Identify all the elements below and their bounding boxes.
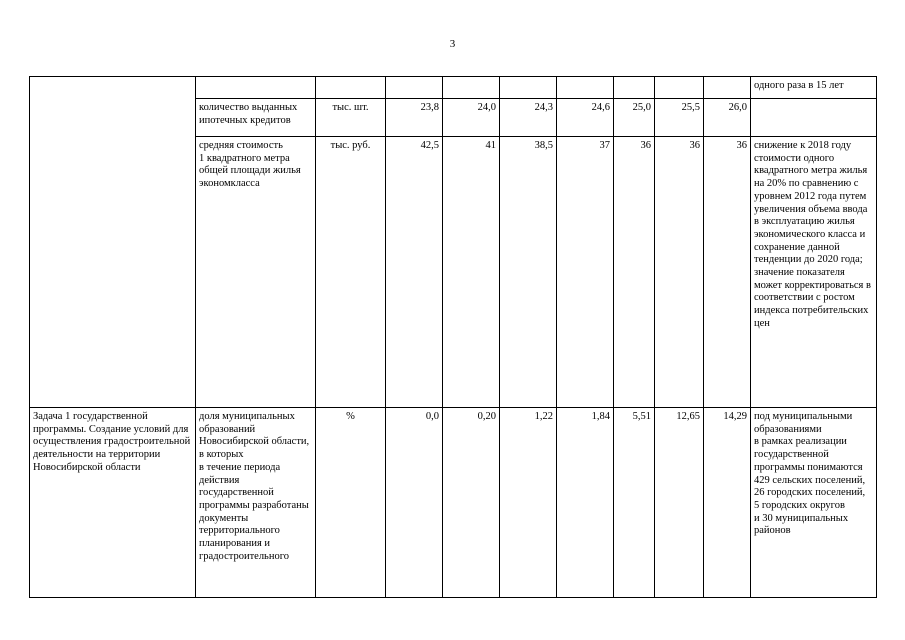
value-cell: 12,65 [655,408,704,598]
unit-cell: тыс. шт. [316,99,386,137]
value-cell: 24,3 [500,99,557,137]
value-cell: 23,8 [386,99,443,137]
indicator-cell: средняя стоимость 1 квадратного метра общей площади жилья экономкласса [196,137,316,408]
value-cell: 25,5 [655,99,704,137]
value-cell: 1,84 [557,408,614,598]
value-cell: 26,0 [704,99,751,137]
note-cell: снижение к 2018 году стоимости одного квадратного метра жилья на 20% по сравнению с уровнем 2012 года путем увеличения объема ввода в эксплуатацию жилья экономического класса и сохранение данной тенденции до 2020 года; значение показателя может корректироваться в соответствии с ростом индекса потребительских цен [751,137,877,408]
task-cell: Задача 1 государственной программы. Создание условий для осуществления градостроительной деятельности на территории Новосибирской области [30,408,196,598]
table-row [30,77,877,99]
note-cell [751,99,877,137]
value-cell: 42,5 [386,137,443,408]
value-cell: 37 [557,137,614,408]
value-cell: 0,0 [386,408,443,598]
value-cell: 24,6 [557,99,614,137]
value-cell: 41 [443,137,500,408]
value-cell: 36 [655,137,704,408]
value-cell: 36 [704,137,751,408]
note-cell: одного раза в 15 лет [751,77,877,99]
value-cell: 0,20 [443,408,500,598]
value-cell: 24,0 [443,99,500,137]
indicator-cell [196,77,316,99]
indicator-cell: количество выданных ипотечных кредитов [196,99,316,137]
unit-cell [316,77,386,99]
note-cell: под муниципальными образованиями в рамках реализации государственной программы понимаются 429 сельских поселений, 26 городских поселений, 5 городских округов и 30 муниципальных районов [751,408,877,598]
unit-cell: % [316,408,386,598]
value-cell: 14,29 [704,408,751,598]
value-cell: 1,22 [500,408,557,598]
indicators-table [29,76,877,598]
indicator-cell: доля муниципальных образований Новосибирской области, в которых в течение периода действия государственной программы разработаны документы территориального планирования и градостроительного [196,408,316,598]
value-cell: 25,0 [614,99,655,137]
task-cell [30,77,196,408]
value-cell: 5,51 [614,408,655,598]
value-cell: 36 [614,137,655,408]
value-cell: 38,5 [500,137,557,408]
page-number: 3 [449,38,456,50]
table-row [30,408,877,598]
unit-cell: тыс. руб. [316,137,386,408]
